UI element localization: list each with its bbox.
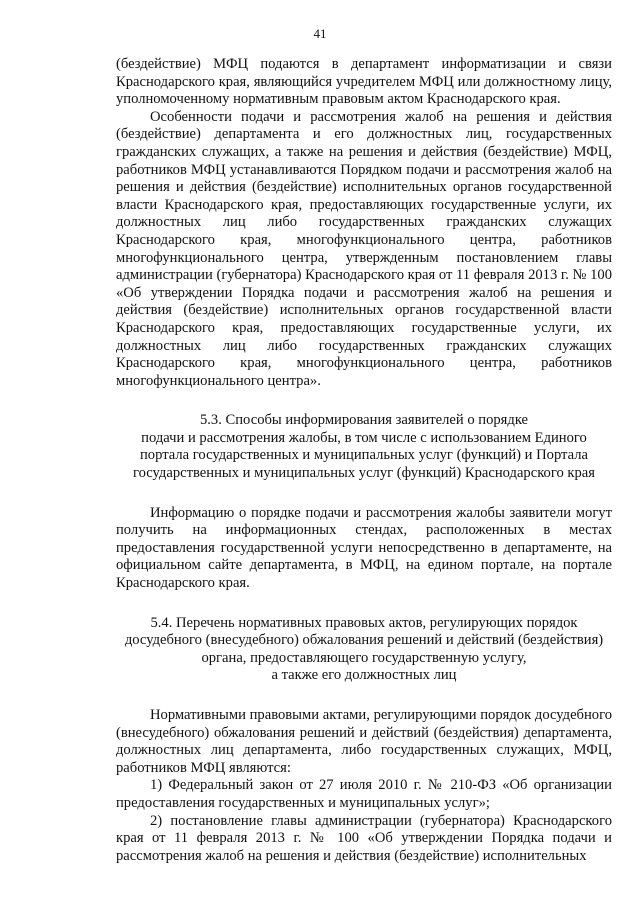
section-heading-5-3 bbox=[116, 412, 612, 482]
heading-line: досудебного (внесудебного) обжалования решений и действий (бездействия) bbox=[124, 632, 604, 649]
heading-line: а также его должностных лиц bbox=[271, 667, 457, 684]
paragraph-complaint-procedure: Особенности подачи и рассмотрения жалоб на решения и действия (бездействие) департамента и его должностных лиц, государственных гражданских служащих, а также на решения и действия (бездействие) МФЦ, работников МФЦ устанавливаются Порядком подачи и рассмотрения жалоб на решения и действия (бездействие) исполнительных органов государственной власти Краснодарского края, предоставляющих государственные услуги, их должностных лиц либо государственных гражданских служащих Краснодарского края, многофункционального центра, работников многофункционального центра, утвержденным постановлением главы администрации (губернатора) Краснодарского края от 11 февраля 2013 г. № 100 «Об утверждении Порядка подачи и рассмотрения жалоб на решения и действия (бездействие) исполнительных органов государственной власти Краснодарского края, предоставляющих государственные услуги, их должностных лиц либо государственных гражданских служащих Краснодарского края, многофункционального центра, работников многофункционального центра». bbox=[116, 108, 613, 389]
paragraph-normative-acts: Нормативными правовыми актами, регулирующими порядок досудебного (внесудебного) обжалования решений и действий (бездействия) департамента, должностных лиц департамента, либо государственных служащих, МФЦ, работников МФЦ являются: bbox=[116, 707, 612, 776]
heading-line: подачи и рассмотрения жалобы, в том числе с использованием Единого bbox=[141, 429, 587, 446]
page-number: 41 bbox=[313, 26, 327, 41]
list-item-federal-law: 1) Федеральный закон от 27 июля 2010 г. № 210-ФЗ «Об организации предоставления государственных и муниципальных услуг»; bbox=[116, 777, 612, 811]
heading-line: органа, предоставляющего государственную услугу, bbox=[201, 649, 527, 666]
paragraph-continuation: (бездействие) МФЦ подаются в департамент информатизации и связи Краснодарского края, являющийся учредителем МФЦ или должностному лицу, уполномоченному нормативным правовым актом Краснодарского края. bbox=[116, 56, 612, 108]
heading-line: портала государственных и муниципальных услуг (функций) и Портала bbox=[140, 447, 588, 464]
section-heading-5-4 bbox=[116, 615, 612, 685]
heading-line: государственных и муниципальных услуг (функций) Краснодарского края bbox=[132, 465, 595, 482]
document-body bbox=[116, 56, 612, 865]
list-item-governor-decree: 2) постановление главы администрации (губернатора) Краснодарского края от 11 февраля 2013 г. № 100 «Об утверждении Порядка подачи и рассмотрения жалоб на решения и действия (бездействие) исполнительных bbox=[116, 812, 612, 864]
paragraph-informing: Информацию о порядке подачи и рассмотрения жалобы заявители могут получить на информационных стендах, расположенных в местах предоставления государственной услуги непосредственно в департаменте, на официальном сайте департамента, в МФЦ, на едином портале, на портале Краснодарского края. bbox=[116, 504, 612, 592]
heading-line: 5.3. Способы информирования заявителей о порядке bbox=[199, 412, 529, 429]
heading-line: 5.4. Перечень нормативных правовых актов, регулирующих порядок bbox=[150, 614, 578, 631]
